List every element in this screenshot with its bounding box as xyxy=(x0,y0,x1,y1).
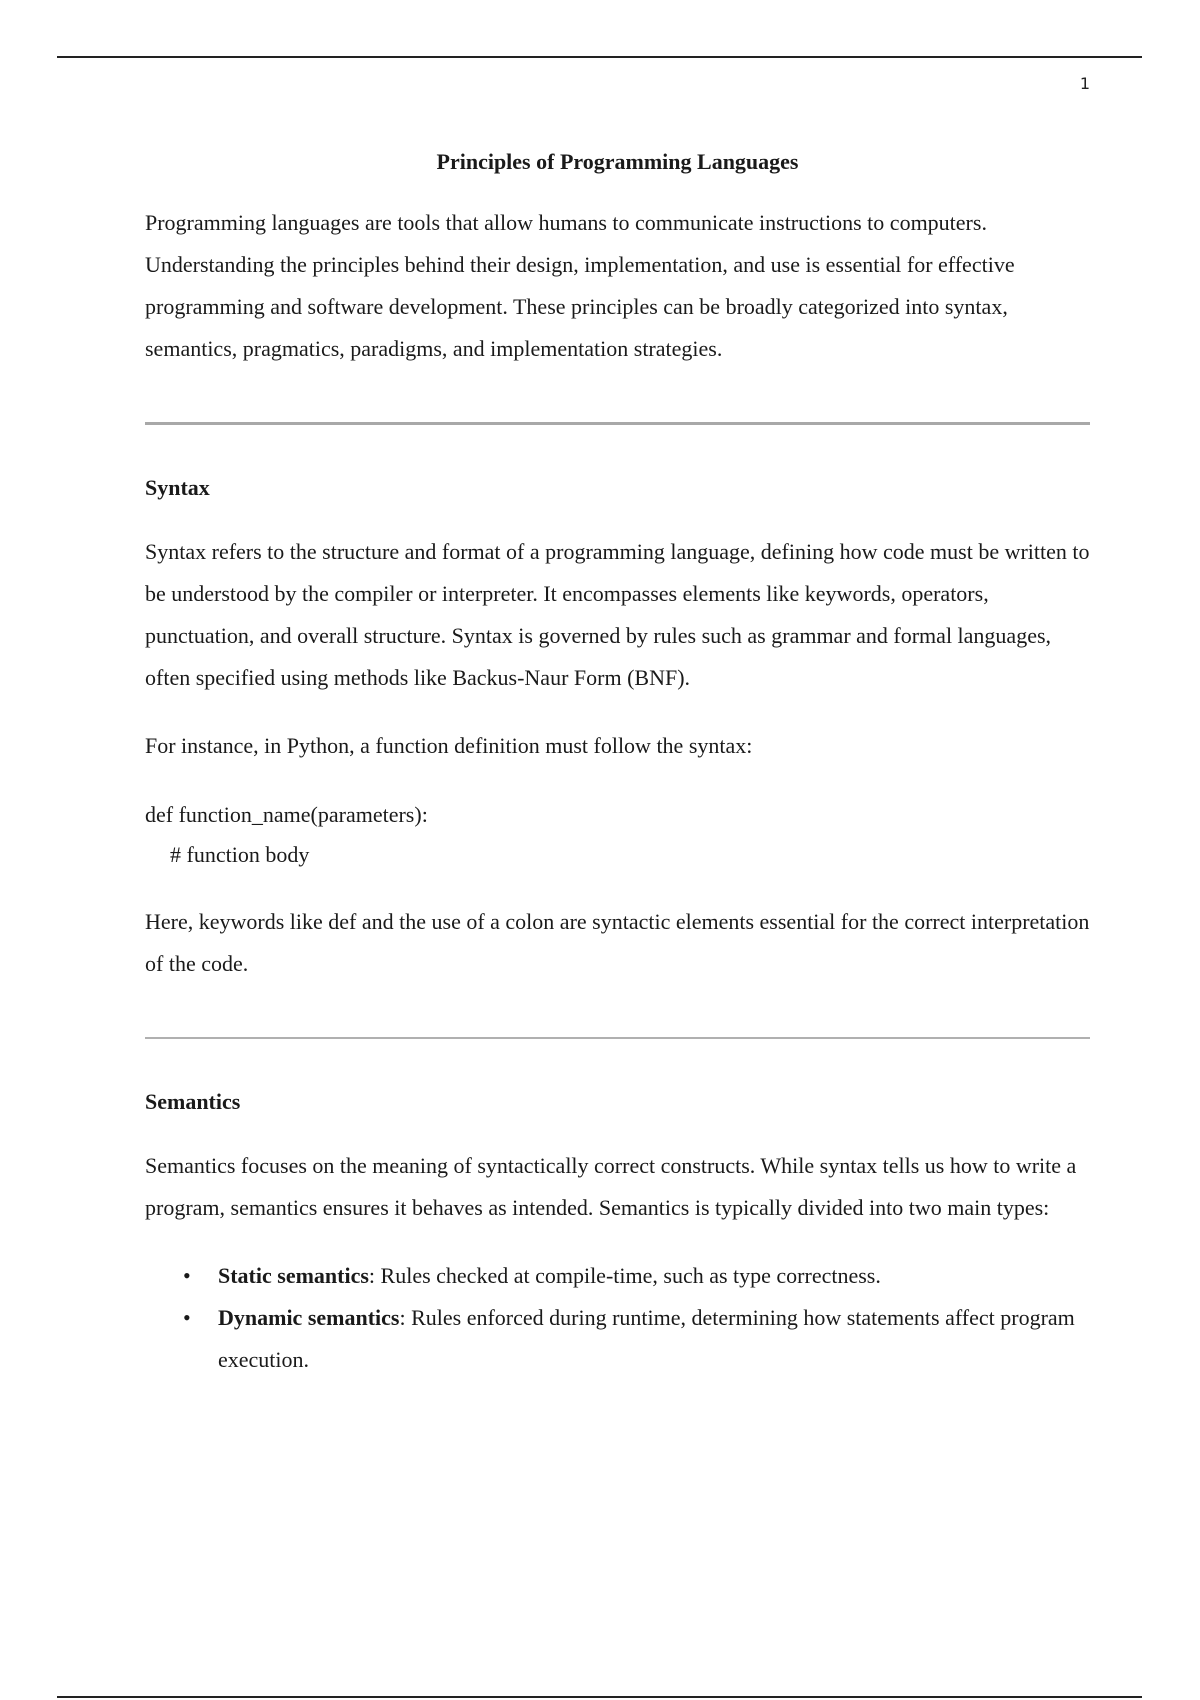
code-line: # function body xyxy=(170,842,310,867)
list-item-term: Static semantics xyxy=(218,1263,369,1288)
code-line: def function_name(parameters): xyxy=(145,802,428,827)
document-title: Principles of Programming Languages xyxy=(436,149,799,174)
semantics-heading: Semantics xyxy=(145,1089,241,1114)
list-item-term: Dynamic semantics xyxy=(218,1305,400,1330)
code-example xyxy=(145,795,1090,875)
semantics-types-list xyxy=(145,1255,1090,1381)
section-divider xyxy=(145,422,1090,425)
syntax-paragraph: Syntax refers to the structure and format of a programming language, defining how code must be written to be understood by the compiler or interpreter. It encompasses elements like keywords, operators, punctuation, and overall structure. Syntax is governed by rules such as grammar and formal languages, often specified using methods like Backus-Naur Form (BNF). xyxy=(145,539,1090,690)
intro-paragraph: Programming languages are tools that allow humans to communicate instructions to computers. Understanding the principles behind their design, implementation, and use is essential for effective programming and software development. These principles can be broadly categorized into syntax, semantics, pragmatics, paradigms, and implementation strategies. xyxy=(145,210,1015,361)
document-body xyxy=(145,140,1090,1381)
header-rule xyxy=(57,56,1142,58)
page-number: 1 xyxy=(1079,74,1090,93)
syntax-heading: Syntax xyxy=(145,475,210,500)
footer-rule xyxy=(57,1696,1142,1698)
list-item-description: : Rules enforced during runtime, determining how statements affect program execution. xyxy=(218,1305,1075,1372)
list-item xyxy=(183,1297,1090,1381)
syntax-example-intro: For instance, in Python, a function definition must follow the syntax: xyxy=(145,733,753,758)
syntax-explanation: Here, keywords like def and the use of a colon are syntactic elements essential for the correct interpretation of the code. xyxy=(145,909,1090,976)
section-divider xyxy=(145,1037,1090,1039)
list-item xyxy=(183,1255,1090,1297)
bullet-icon: • xyxy=(183,1263,191,1288)
list-item-description: : Rules checked at compile-time, such as type correctness. xyxy=(368,1263,881,1288)
semantics-paragraph: Semantics focuses on the meaning of syntactically correct constructs. While syntax tells us how to write a program, semantics ensures it behaves as intended. Semantics is typically divided into two main types: xyxy=(145,1153,1077,1220)
bullet-icon: • xyxy=(183,1305,191,1330)
